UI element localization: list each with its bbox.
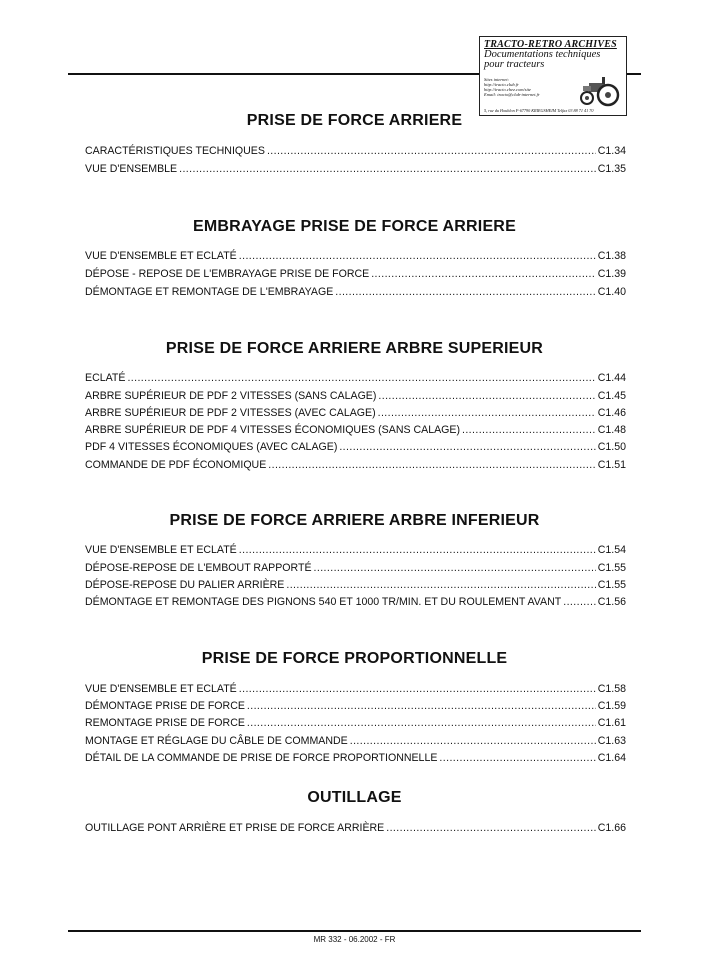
dot-leader: [563, 596, 595, 608]
stamp-address: 5, rue du Houblon F-67790 KRIEGSHEIM Telfax 03 88 71 41 70: [484, 108, 594, 113]
toc-entry: [85, 286, 626, 302]
toc-entry: [85, 459, 626, 475]
dot-leader: [239, 683, 596, 695]
toc-label: ARBRE SUPÉRIEUR DE PDF 2 VITESSES (AVEC CALAGE): [85, 407, 376, 419]
toc-label: VUE D'ENSEMBLE: [85, 163, 178, 175]
toc-entry: [85, 579, 626, 595]
dot-leader: [127, 372, 595, 384]
section-title: PRISE DE FORCE ARRIERE ARBRE SUPERIEUR: [165, 340, 544, 357]
toc-entry: [85, 250, 626, 266]
toc-label: DÉMONTAGE PRISE DE FORCE: [85, 700, 245, 712]
dot-leader: [267, 145, 596, 157]
toc-label: OUTILLAGE PONT ARRIÈRE ET PRISE DE FORCE ARRIÈRE: [85, 822, 385, 834]
toc-entry: [85, 390, 626, 406]
dot-leader: [335, 286, 595, 298]
toc-page: C1.59: [597, 700, 626, 712]
dot-leader: [179, 163, 596, 175]
dot-leader: [371, 268, 596, 280]
toc-label: DÉTAIL DE LA COMMANDE DE PRISE DE FORCE PROPORTIONNELLE: [85, 752, 438, 764]
toc-label: CARACTÉRISTIQUES TECHNIQUES: [85, 145, 265, 157]
toc-page: C1.63: [597, 735, 626, 747]
toc-entry: [85, 544, 626, 560]
toc-label: ARBRE SUPÉRIEUR DE PDF 2 VITESSES (SANS CALAGE): [85, 390, 377, 402]
toc-label: VUE D'ENSEMBLE ET ECLATÉ: [85, 544, 237, 556]
tractor-icon: [575, 73, 623, 107]
toc-page: C1.46: [597, 407, 626, 419]
toc-page: C1.55: [597, 562, 626, 574]
toc-entry: [85, 683, 626, 699]
toc-label: PDF 4 VITESSES ÉCONOMIQUES (AVEC CALAGE): [85, 441, 338, 453]
toc-entry: [85, 407, 626, 423]
toc-page: C1.45: [597, 390, 626, 402]
stamp-line-1: Documentations techniques: [484, 49, 601, 60]
stamp-line-2: pour tracteurs: [484, 59, 545, 70]
toc-page: C1.38: [597, 250, 626, 262]
toc-label: COMMANDE DE PDF ÉCONOMIQUE: [85, 459, 267, 471]
toc-label: DÉPOSE - REPOSE DE L'EMBRAYAGE PRISE DE FORCE: [85, 268, 370, 280]
section-title: OUTILLAGE: [307, 789, 402, 806]
dot-leader: [386, 822, 595, 834]
toc-entry: [85, 562, 626, 578]
toc-label: ECLATÉ: [85, 372, 126, 384]
dot-leader: [247, 717, 596, 729]
footer-reference: MR 332 - 06.2002 - FR: [313, 935, 396, 944]
dot-leader: [239, 544, 596, 556]
stamp-sites-label: Sites internet:: [484, 77, 510, 82]
toc-label: VUE D'ENSEMBLE ET ECLATÉ: [85, 250, 237, 262]
toc-entry: [85, 700, 626, 716]
archive-stamp: [479, 36, 627, 116]
dot-leader: [439, 752, 595, 764]
dot-leader: [378, 390, 595, 402]
dot-leader: [378, 407, 596, 419]
toc-entry: [85, 145, 626, 161]
dot-leader: [268, 459, 595, 471]
toc-page: C1.35: [597, 163, 626, 175]
toc-page: C1.39: [597, 268, 626, 280]
toc-entry: [85, 163, 626, 179]
dot-leader: [239, 250, 596, 262]
toc-entry: [85, 717, 626, 733]
section-title: PRISE DE FORCE PROPORTIONNELLE: [201, 650, 508, 667]
section-title: PRISE DE FORCE ARRIERE: [246, 112, 463, 129]
toc-label: DÉMONTAGE ET REMONTAGE DES PIGNONS 540 ET 1000 TR/MIN. ET DU ROULEMENT AVANT: [85, 596, 562, 608]
dot-leader: [339, 441, 595, 453]
toc-label: DÉMONTAGE ET REMONTAGE DE L'EMBRAYAGE: [85, 286, 334, 298]
toc-page: C1.48: [597, 424, 626, 436]
dot-leader: [314, 562, 596, 574]
toc-page: C1.58: [597, 683, 626, 695]
toc-label: DÉPOSE-REPOSE DU PALIER ARRIÈRE: [85, 579, 285, 591]
toc-entry: [85, 268, 626, 284]
toc-page: C1.34: [597, 145, 626, 157]
toc-page: C1.61: [597, 717, 626, 729]
toc-label: MONTAGE ET RÉGLAGE DU CÂBLE DE COMMANDE: [85, 735, 348, 747]
toc-entry: [85, 822, 626, 838]
toc-page: C1.51: [597, 459, 626, 471]
bottom-rule: [68, 930, 641, 932]
toc-page: C1.44: [597, 372, 626, 384]
stamp-site-1: http://tracto.club.fr: [484, 82, 519, 87]
toc-entry: [85, 596, 626, 612]
stamp-site-2: http://tracto.chez.com/site: [484, 87, 531, 92]
dot-leader: [350, 735, 596, 747]
toc-page: C1.55: [597, 579, 626, 591]
toc-page: C1.50: [597, 441, 626, 453]
toc-label: REMONTAGE PRISE DE FORCE: [85, 717, 245, 729]
toc-entry: [85, 372, 626, 388]
dot-leader: [462, 424, 596, 436]
dot-leader: [286, 579, 595, 591]
stamp-email: Email: tracto@club-internet.fr: [484, 92, 540, 97]
toc-label: VUE D'ENSEMBLE ET ECLATÉ: [85, 683, 237, 695]
toc-page: C1.64: [597, 752, 626, 764]
dot-leader: [247, 700, 596, 712]
section-title: EMBRAYAGE PRISE DE FORCE ARRIERE: [193, 218, 516, 235]
toc-entry: [85, 441, 626, 457]
toc-label: ARBRE SUPÉRIEUR DE PDF 4 VITESSES ÉCONOMIQUES (SANS CALAGE): [85, 424, 460, 436]
toc-page: C1.54: [597, 544, 626, 556]
section-title: PRISE DE FORCE ARRIERE ARBRE INFERIEUR: [169, 512, 540, 529]
toc-label: DÉPOSE-REPOSE DE L'EMBOUT RAPPORTÉ: [85, 562, 312, 574]
toc-entry: [85, 424, 626, 440]
toc-entry: [85, 752, 626, 768]
toc-page: C1.66: [597, 822, 626, 834]
stamp-title: TRACTO-RETRO ARCHIVES: [484, 39, 617, 50]
toc-page: C1.40: [597, 286, 626, 298]
toc-page: C1.56: [597, 596, 626, 608]
toc-entry: [85, 735, 626, 751]
